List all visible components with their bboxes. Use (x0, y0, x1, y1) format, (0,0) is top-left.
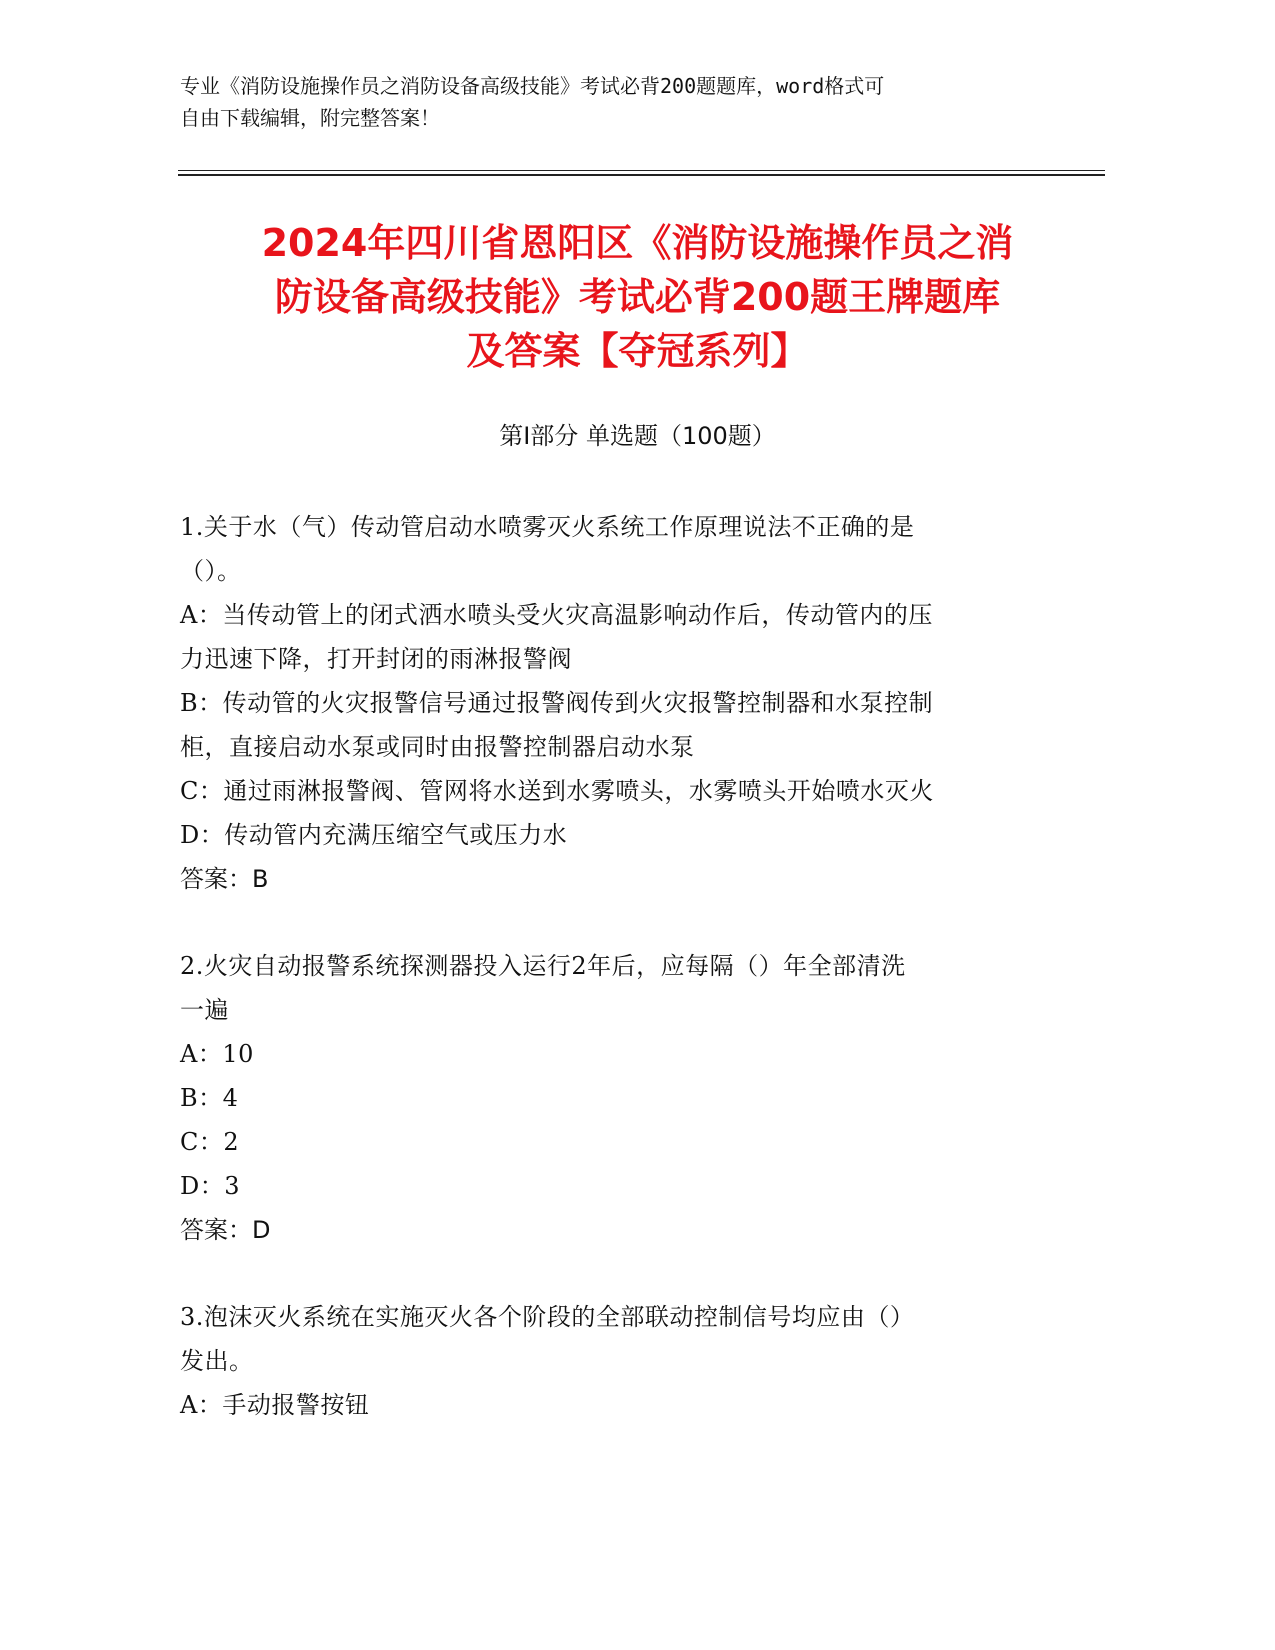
answer-line: 答案：B (180, 865, 269, 893)
header-note (180, 70, 1040, 134)
option-line: 力迅速下降，打开封闭的雨淋报警阀 (180, 645, 572, 673)
document-title-line: 2024年四川省恩阳区《消防设施操作员之消 (261, 221, 1014, 265)
question-stem-line: 3.泡沫灭火系统在实施灭火各个阶段的全部联动控制信号均应由（） (180, 1303, 915, 1331)
section-heading: 第I部分 单选题（100题） (499, 422, 776, 450)
option-line: A：手动报警按钮 (180, 1391, 370, 1419)
question-stem-line: 1.关于水（气）传动管启动水喷雾灭火系统工作原理说法不正确的是 (180, 513, 915, 541)
document-title (160, 216, 1115, 378)
header-note-line: 自由下载编辑，附完整答案！ (180, 106, 440, 130)
option-line: 柜，直接启动水泵或同时由报警控制器启动水泵 (180, 733, 695, 761)
option-line: A：当传动管上的闭式洒水喷头受火灾高温影响动作后，传动管内的压 (180, 601, 933, 629)
question-list (180, 505, 1060, 1470)
question-stem-line: 发出。 (180, 1347, 254, 1375)
option-line: C：2 (180, 1128, 240, 1156)
document-title-line: 防设备高级技能》考试必背200题王牌题库 (274, 275, 1001, 319)
header-note-line: 专业《消防设施操作员之消防设备高级技能》考试必背200题题库，word格式可 (180, 74, 885, 98)
option-line: B：4 (180, 1084, 239, 1112)
question-item (180, 1295, 1060, 1427)
option-line: C：通过雨淋报警阀、管网将水送到水雾喷头，水雾喷头开始喷水灭火 (180, 777, 934, 805)
header-divider-thin (178, 170, 1105, 171)
option-line: D：传动管内充满压缩空气或压力水 (180, 821, 568, 849)
question-item (180, 944, 1060, 1252)
header-divider-thick (178, 174, 1105, 176)
option-line: A：10 (180, 1040, 254, 1068)
question-stem-line: 2.火灾自动报警系统探测器投入运行2年后，应每隔（）年全部清洗 (180, 952, 906, 980)
question-item (180, 505, 1060, 901)
answer-line: 答案：D (180, 1216, 271, 1244)
question-stem-line: 一遍 (180, 996, 229, 1024)
document-title-line: 及答案【夺冠系列】 (466, 329, 809, 373)
option-line: B：传动管的火灾报警信号通过报警阀传到火灾报警控制器和水泵控制 (180, 689, 934, 717)
option-line: D：3 (180, 1172, 241, 1200)
question-stem-line: （）。 (180, 557, 242, 585)
